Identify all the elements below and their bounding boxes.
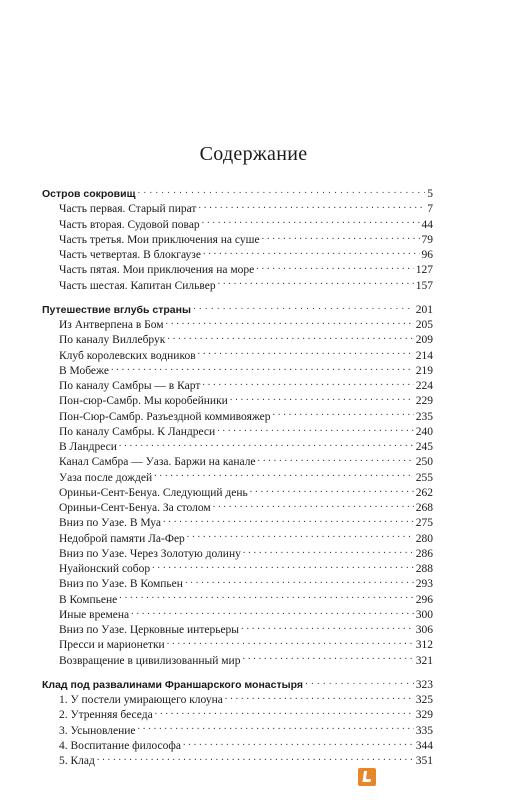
dot-leader: [213, 500, 414, 511]
dot-leader: [256, 262, 414, 273]
toc-entry: [42, 262, 433, 277]
toc-entry-title: 1. У постели умирающего клоуна: [59, 694, 223, 706]
dot-leader: [119, 592, 414, 603]
toc-entry-title: В Компьене: [59, 593, 118, 606]
toc-entry-page-number: 157: [415, 279, 433, 292]
toc-section-heading-page-number: 5: [427, 188, 433, 200]
toc-entry: [42, 622, 433, 637]
toc-entry-title: Возвращение в цивилизованный мир: [59, 654, 241, 667]
toc-entry: [42, 485, 433, 500]
toc-entry-page-number: 245: [415, 441, 433, 453]
dot-leader: [137, 186, 425, 197]
toc-entry: [42, 561, 433, 576]
table-of-contents: [42, 186, 433, 777]
toc-entry: [42, 500, 433, 515]
toc-section-heading-title: Остров сокровищ: [42, 188, 136, 200]
toc-entry-page-number: 329: [415, 709, 433, 722]
dot-leader: [185, 576, 414, 587]
toc-entry: [42, 393, 433, 408]
toc-entry-title: 3. Усыновление: [59, 724, 136, 737]
toc-entry-title: Иные времена: [59, 608, 130, 621]
toc-entry: [42, 454, 433, 469]
toc-entry-title: Пон-Сюр-Самбр. Разъездной коммивояжер: [59, 410, 271, 423]
dot-leader: [167, 637, 414, 648]
toc-section: [42, 677, 433, 769]
toc-entry-page-number: 300: [415, 608, 433, 621]
toc-entry: [42, 723, 433, 738]
toc-entry-page-number: 262: [415, 486, 433, 499]
toc-entry-title: Нуайонский собор: [59, 563, 151, 575]
toc-entry: [42, 470, 433, 485]
toc-entry-page-number: 321: [415, 654, 433, 667]
toc-entry-title: Канал Самбра — Уаза. Баржи на канале: [59, 456, 256, 469]
toc-entry: [42, 409, 433, 424]
toc-entry: [42, 348, 433, 363]
toc-section-heading-title: Путешествие вглубь страны: [42, 303, 191, 316]
toc-entry-page-number: 312: [415, 639, 433, 652]
toc-section: [42, 186, 433, 293]
dot-leader: [242, 653, 413, 664]
toc-entry: [42, 247, 433, 262]
toc-entry-title: 4. Воспитание философа: [59, 739, 181, 752]
toc-entry-title: Вниз по Уазе. Через Золотую долину: [59, 547, 241, 560]
toc-entry-title: 5. Клад: [59, 755, 95, 767]
toc-entry-title: Часть четвертая. В блокгаузе: [59, 249, 201, 261]
toc-entry-title: Ориньи-Сент-Бенуа. Следующий день: [59, 486, 248, 499]
dot-leader: [258, 454, 414, 465]
toc-entry-page-number: 344: [415, 739, 433, 752]
toc-entry: [42, 232, 433, 247]
toc-entry: [42, 738, 433, 753]
toc-entry-title: Часть первая. Старый пират: [59, 203, 197, 216]
dot-leader: [198, 348, 414, 359]
toc-section-heading: [42, 302, 433, 317]
toc-entry: [42, 378, 433, 393]
toc-entry-title: Клуб королевских водников: [59, 349, 196, 362]
dot-leader: [193, 302, 414, 313]
toc-entry-page-number: 306: [415, 624, 433, 636]
toc-entry-page-number: 280: [415, 532, 433, 545]
toc-entry: [42, 531, 433, 546]
toc-entry: [42, 707, 433, 722]
dot-leader: [203, 247, 420, 258]
toc-entry-title: Часть пятая. Мои приключения на море: [59, 264, 255, 277]
toc-entry-title: Уаза после дождей: [59, 471, 153, 484]
toc-entry: [42, 363, 433, 378]
toc-entry-page-number: 229: [415, 395, 433, 408]
toc-entry-page-number: 214: [415, 349, 433, 362]
toc-entry-page-number: 293: [415, 578, 433, 591]
toc-entry-page-number: 224: [415, 380, 433, 392]
toc-entry-title: Часть третья. Мои приключения на суше: [59, 233, 260, 246]
toc-entry-title: По каналу Самбры. К Ландреси: [59, 425, 216, 438]
toc-entry: [42, 332, 433, 347]
dot-leader: [225, 692, 414, 703]
toc-entry: [42, 515, 433, 530]
toc-entry-page-number: 250: [415, 456, 433, 469]
toc-entry: [42, 546, 433, 561]
toc-entry: [42, 692, 433, 707]
toc-entry: [42, 576, 433, 591]
dot-leader: [183, 738, 414, 749]
toc-entry: [42, 317, 433, 332]
dot-leader: [273, 409, 414, 420]
toc-entry-title: В Ландреси: [59, 441, 117, 453]
page-title: Содержание: [199, 143, 308, 165]
toc-section-heading-page-number: 323: [415, 678, 433, 691]
toc-section-heading-page-number: 201: [415, 303, 433, 316]
toc-entry: [42, 607, 433, 622]
toc-entry-title: Ориньи-Сент-Бенуа. За столом: [59, 502, 211, 514]
toc-entry-page-number: 275: [415, 517, 433, 530]
toc-entry-title: Часть шестая. Капитан Сильвер: [59, 279, 216, 292]
dot-leader: [131, 607, 414, 618]
toc-entry-page-number: 268: [415, 502, 433, 514]
toc-entry-title: Вниз по Уазе. Церковные интерьеры: [59, 624, 240, 636]
toc-entry: [42, 201, 433, 216]
dot-leader: [198, 201, 425, 212]
toc-entry: [42, 217, 433, 232]
dot-leader: [262, 232, 420, 243]
dot-leader: [167, 332, 413, 343]
toc-entry: [42, 439, 433, 454]
dot-leader: [155, 707, 414, 718]
dot-leader: [163, 515, 414, 526]
dot-leader: [202, 217, 420, 228]
dot-leader: [111, 363, 414, 374]
dot-leader: [230, 393, 414, 404]
toc-entry-page-number: 235: [415, 410, 433, 423]
toc-entry-page-number: 351: [415, 755, 433, 767]
dot-leader: [138, 723, 414, 734]
toc-entry-page-number: 209: [415, 334, 433, 347]
toc-entry-title: В Мобеже: [59, 364, 109, 377]
toc-entry-title: Вниз по Уазе. В Компьен: [59, 578, 183, 591]
dot-leader: [243, 546, 414, 557]
dot-leader: [218, 278, 414, 289]
toc-entry: [42, 637, 433, 652]
toc-entry-page-number: 325: [415, 694, 433, 706]
toc-entry-title: Недоброй памяти Ла-Фер: [59, 532, 185, 545]
toc-entry-page-number: 240: [415, 425, 433, 438]
toc-entry-title: Из Антверпена в Бом: [59, 319, 164, 331]
toc-entry-title: По каналу Самбры — в Карт: [59, 380, 201, 392]
toc-entry-page-number: 96: [421, 249, 433, 261]
toc-entry-page-number: 79: [421, 233, 433, 246]
toc-entry: [42, 653, 433, 668]
dot-leader: [119, 439, 414, 450]
toc-entry-title: Пресси и марионетки: [59, 639, 165, 652]
dot-leader: [250, 485, 414, 496]
toc-section-heading: [42, 186, 433, 201]
dot-leader: [154, 470, 414, 481]
toc-section-heading-title: Клад под развалинами Франшарского монастыря: [42, 678, 303, 691]
toc-section-heading: [42, 677, 433, 692]
publisher-logo-icon: [358, 768, 376, 786]
dot-leader: [305, 677, 414, 688]
dot-leader: [202, 378, 413, 389]
toc-entry-page-number: 44: [421, 218, 433, 231]
toc-entry: [42, 753, 433, 768]
toc-entry-page-number: 127: [415, 264, 433, 277]
dot-leader: [217, 424, 414, 435]
toc-entry: [42, 592, 433, 607]
toc-entry-page-number: 219: [415, 364, 433, 377]
toc-entry-title: Часть вторая. Судовой повар: [59, 218, 200, 231]
dot-leader: [241, 622, 414, 633]
dot-leader: [97, 753, 414, 764]
toc-entry-page-number: 288: [415, 563, 433, 575]
dot-leader: [187, 531, 414, 542]
toc-entry: [42, 424, 433, 439]
toc-entry-page-number: 255: [415, 471, 433, 484]
toc-entry-page-number: 296: [415, 593, 433, 606]
toc-section: [42, 302, 433, 668]
dot-leader: [166, 317, 414, 328]
dot-leader: [152, 561, 414, 572]
toc-entry-page-number: 335: [415, 724, 433, 737]
toc-entry-title: Пон-сюр-Самбр. Мы коробейники: [59, 395, 228, 408]
toc-entry-title: Вниз по Уазе. В Муа: [59, 517, 162, 530]
toc-entry-page-number: 286: [415, 547, 433, 560]
toc-entry: [42, 278, 433, 293]
toc-entry-page-number: 205: [415, 319, 433, 331]
toc-entry-title: По каналу Виллебрук: [59, 334, 166, 347]
toc-entry-title: 2. Утренняя беседа: [59, 709, 153, 722]
toc-entry-page-number: 7: [427, 203, 433, 216]
